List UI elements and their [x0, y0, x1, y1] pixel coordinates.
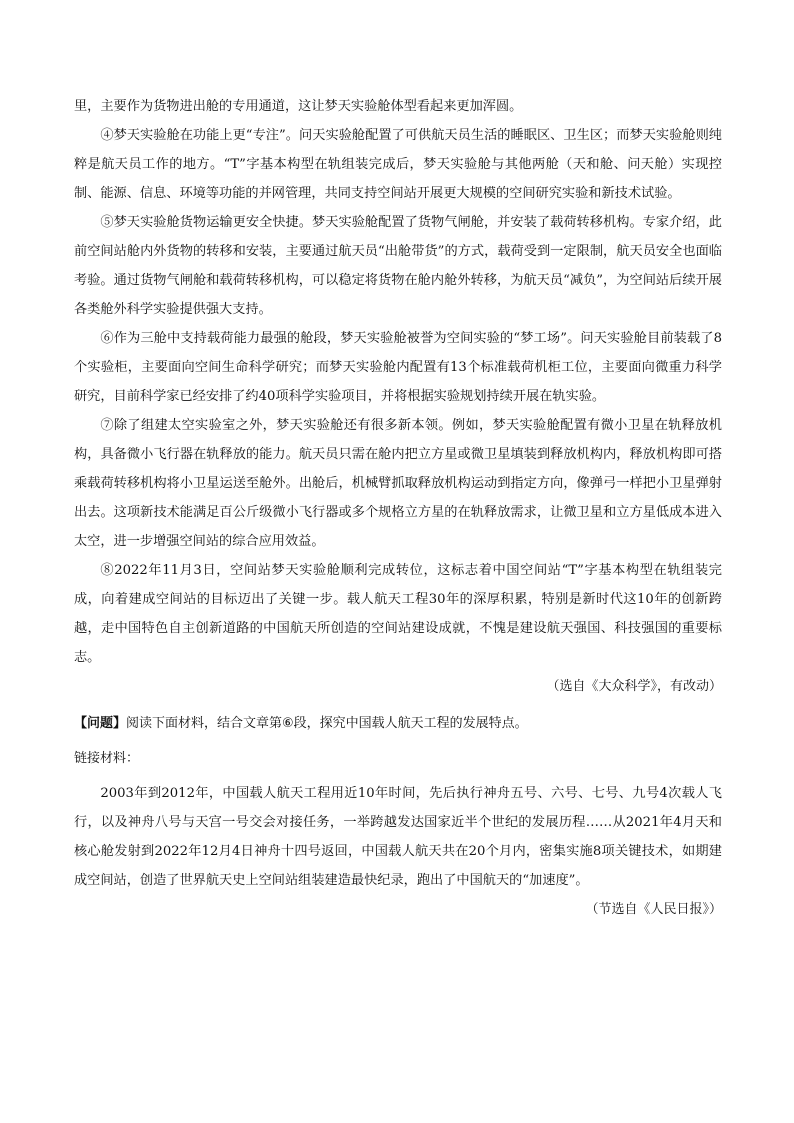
paragraph-continued: 里，主要作为货物进出舱的专用通道，这让梦天实验舱体型看起来更加浑圆。 — [74, 99, 523, 114]
paragraph-4: ④梦天实验舱在功能上更“专注”。问天实验舱配置了可供航天员生活的睡眠区、卫生区；而梦天实验舱则纯粹是航天员工作的地方。“T”字基本构型在轨组装完成后，梦天实验舱与其他两舱（天和舱、问天舱）实现控制、能源、信息、环境等功能的并网管理，共同支持空间站开展更大规模的空间研究实验和新技术试验。 — [74, 128, 722, 201]
link-material-source: （节选自《人民日报》） — [585, 902, 722, 917]
paragraph-6: ⑥作为三舱中支持载荷能力最强的舱段，梦天实验舱被誉为空间实验的“梦工场”。问天实验舱目前装载了8个实验柜，主要面向空间生命科学研究；而梦天实验舱内配置有13个标准载荷机柜工位，主要面向微重力科学研究，目前科学家已经安排了约40项科学实验项目，并将根据实验规划持续开展在轨实验。 — [74, 331, 722, 404]
link-material-label: 链接材料： — [74, 751, 140, 766]
document-page — [74, 92, 722, 924]
paragraph-8: ⑧2022年11月3日，空间站梦天实验舱顺利完成转位，这标志着中国空间站“T”字基本构型在轨组装完成，向着建成空间站的目标迈出了关键一步。载人航天工程30年的深厚积累，特别是新时代这10年的创新跨越，走中国特色自主创新道路的中国航天所创造的空间站建设成就，不愧是建设航天强国、科技强国的重要标志。 — [74, 563, 722, 665]
question-tag: 【问题】 — [74, 716, 127, 731]
link-material-body: 2003年到2012年，中国载人航天工程用近10年时间，先后执行神舟五号、六号、七号、九号4次载人飞行，以及神舟八号与天宫一号交会对接任务，一举跨越发达国家近半个世纪的发展历程……从2021年4月天和核心舱发射到2022年12月4日神舟十四号返回，中国载人航天共在20个月内，密集实施8项关键技术，如期建成空间站，创造了世界航天史上空间站组装建造最快纪录，跑出了中国航天的“加速度”。 — [74, 786, 722, 888]
article-source: （选自《大众科学》，有改动） — [546, 679, 722, 694]
question-text: 阅读下面材料，结合文章第⑥段，探究中国载人航天工程的发展特点。 — [126, 716, 528, 731]
question-prompt — [74, 709, 722, 738]
paragraph-7: ⑦除了组建太空实验室之外，梦天实验舱还有很多新本领。例如，梦天实验舱配置有微小卫星在轨释放机构，具备微小飞行器在轨释放的能力。航天员只需在舱内把立方星或微卫星填装到释放机构内，释放机构即可搭乘载荷转移机构将小卫星运送至舱外。出舱后，机械臂抓取释放机构运动到指定方向，像弹弓一样把小卫星弹射出去。这项新技术能满足百公斤级微小飞行器或多个规格立方星的在轨释放需求，让微卫星和立方星低成本进入太空，进一步增强空间站的综合应用效益。 — [74, 418, 722, 549]
paragraph-5: ⑤梦天实验舱货物运输更安全快捷。梦天实验舱配置了货物气闸舱，并安装了载荷转移机构。专家介绍，此前空间站舱内外货物的转移和安装，主要通过航天员“出舱带货”的方式，载荷受到一定限制，航天员安全也面临考验。通过货物气闸舱和载荷转移机构，可以稳定将货物在舱内舱外转移，为航天员“减负”，为空间站后续开展各类舱外科学实验提供强大支持。 — [74, 215, 722, 317]
